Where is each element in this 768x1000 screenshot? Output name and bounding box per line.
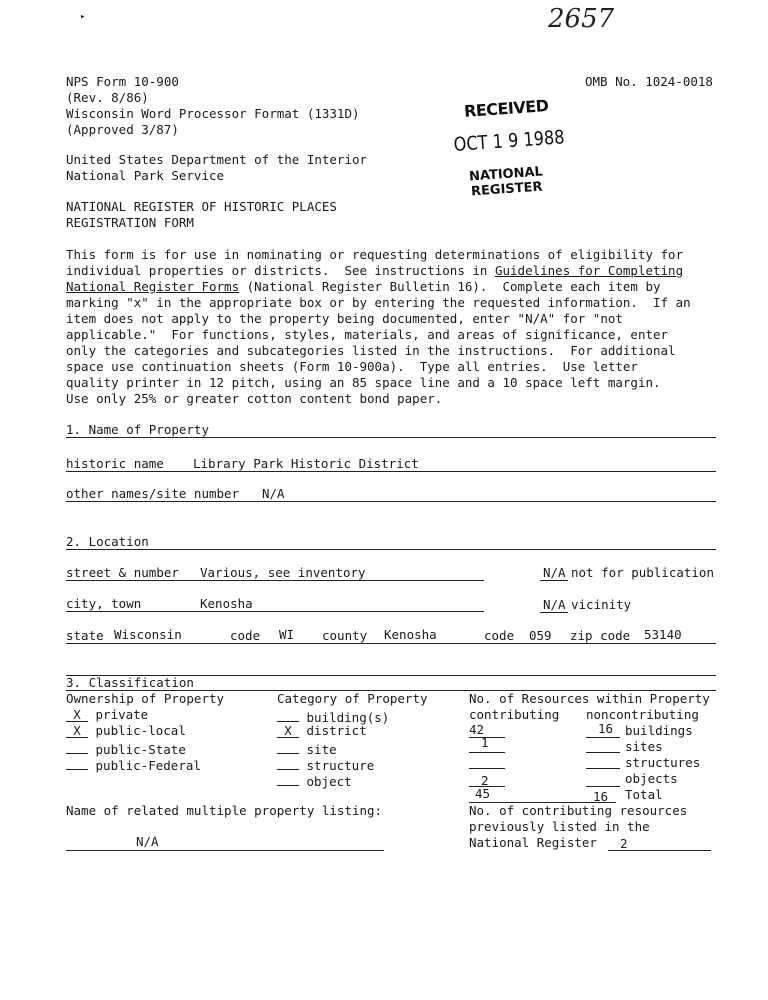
previously-listed-line1: No. of contributing resources: [469, 803, 688, 818]
resource-sites-contributing[interactable]: 1: [481, 735, 489, 750]
register-forms-text: National Register Forms: [66, 279, 240, 294]
instr-line: This form is for use in nominating or requesting determinations of eligibility for: [66, 247, 684, 262]
field-line: [66, 850, 384, 851]
street-value[interactable]: Various, see inventory: [200, 565, 366, 580]
field-line: [66, 471, 716, 472]
resource-total-contributing[interactable]: 45: [475, 786, 491, 801]
county-code-label: code: [484, 628, 515, 643]
instr-line: item does not apply to the property being documented, enter "N/A" for "not: [66, 311, 623, 326]
related-listing-value[interactable]: N/A: [136, 834, 159, 849]
form-title-1: NATIONAL REGISTER OF HISTORIC PLACES: [66, 199, 337, 214]
form-format: Wisconsin Word Processor Format (1331D): [66, 106, 360, 121]
stamp-date: OCT 1 9 1988: [453, 126, 566, 156]
checkbox-mark: [277, 707, 299, 722]
department: United States Department of the Interior: [66, 152, 368, 167]
stamp-register: REGISTER: [470, 179, 543, 200]
option-label: public-Federal: [95, 758, 201, 773]
contributing-heading: contributing: [469, 707, 560, 722]
service: National Park Service: [66, 168, 225, 183]
checkbox-mark: X: [66, 723, 88, 738]
checkbox-mark: [66, 739, 88, 754]
option-label: district: [306, 723, 367, 738]
resource-buildings-noncontributing[interactable]: 16: [598, 721, 614, 736]
option-label: public-State: [95, 742, 186, 757]
previously-listed-line3: National Register: [469, 835, 597, 850]
section2-heading: 2. Location: [66, 534, 149, 549]
field-line: [540, 612, 568, 613]
field-line: [586, 737, 620, 738]
resource-structures-label: structures: [625, 755, 701, 770]
instr-line: Use only 25% or greater cotton content bond paper.: [66, 391, 443, 406]
field-line: [540, 580, 568, 581]
zip-value[interactable]: 53140: [644, 627, 682, 642]
county-code-value[interactable]: 059: [529, 628, 552, 643]
field-line: [66, 611, 484, 612]
related-listing-label: Name of related multiple property listing:: [66, 803, 383, 818]
form-id: NPS Form 10-900: [66, 74, 179, 89]
form-title-2: REGISTRATION FORM: [66, 215, 194, 230]
other-names-label: other names/site number: [66, 486, 240, 501]
not-for-publication-mark[interactable]: N/A: [543, 565, 566, 580]
checkbox-mark: [277, 771, 299, 786]
instr-line: individual properties or districts. See instructions in: [66, 263, 495, 278]
checkbox-mark: [66, 755, 88, 770]
resource-objects-contributing[interactable]: 2: [481, 773, 489, 788]
field-line: [586, 786, 620, 787]
ownership-public-federal[interactable]: [66, 755, 201, 773]
zip-label: zip code: [570, 628, 631, 643]
instr-line: space use continuation sheets (Form 10-900a). Type all entries. Use letter: [66, 359, 638, 374]
option-label: public-local: [95, 723, 186, 738]
state-code-label: code: [230, 628, 261, 643]
historic-name-value[interactable]: Library Park Historic District: [193, 456, 419, 471]
field-line: [66, 580, 484, 581]
field-line: [469, 768, 505, 769]
field-line: [608, 850, 711, 851]
county-label: county: [322, 628, 368, 643]
form-approved: (Approved 3/87): [66, 122, 179, 137]
instr-line: applicable." For functions, styles, materials, and areas of significance, enter: [66, 327, 669, 342]
stamp-national: NATIONAL: [468, 164, 544, 185]
handwritten-number: 2657: [548, 4, 615, 34]
field-line: [586, 768, 620, 769]
historic-name-label: historic name: [66, 456, 164, 471]
state-value[interactable]: Wisconsin: [114, 627, 182, 642]
divider: [66, 437, 716, 438]
checkbox-mark: X: [277, 723, 299, 738]
not-for-publication-label: not for publication: [571, 565, 714, 580]
previously-listed-line2: previously listed in the: [469, 819, 650, 834]
checkbox-mark: [277, 755, 299, 770]
field-line: [66, 501, 716, 502]
resource-buildings-contributing[interactable]: 42: [469, 722, 485, 737]
field-line: [66, 643, 716, 644]
option-label: site: [306, 742, 337, 757]
option-label: building(s): [306, 710, 390, 725]
state-code-value[interactable]: WI: [279, 627, 295, 642]
resources-heading: No. of Resources within Property: [469, 691, 710, 706]
category-district[interactable]: [277, 723, 367, 738]
resource-total-noncontributing[interactable]: 16: [593, 789, 609, 804]
omb-number: OMB No. 1024-0018: [585, 74, 713, 89]
category-object[interactable]: [277, 771, 352, 789]
ownership-heading: Ownership of Property: [66, 691, 225, 706]
city-value[interactable]: Kenosha: [200, 596, 253, 611]
section3-heading: 3. Classification: [66, 675, 194, 690]
resource-buildings-label: buildings: [625, 723, 693, 738]
option-label: private: [95, 707, 149, 722]
ownership-public-local[interactable]: [66, 723, 186, 738]
instr-line: only the categories and subcategories listed in the instructions. For additional: [66, 343, 676, 358]
resource-total-label: Total: [625, 787, 663, 802]
resource-objects-label: objects: [625, 771, 678, 786]
form-rev: (Rev. 8/86): [66, 90, 149, 105]
ownership-private[interactable]: [66, 707, 148, 722]
guidelines-link-text: Guidelines for Completing: [494, 263, 684, 278]
stray-mark: ▸: [80, 12, 86, 22]
option-label: structure: [306, 758, 375, 773]
option-label: object: [306, 774, 352, 789]
city-label: city, town: [66, 596, 142, 611]
other-names-value[interactable]: N/A: [262, 486, 285, 501]
previously-listed-value[interactable]: 2: [620, 836, 628, 851]
street-label: street & number: [66, 565, 179, 580]
field-line: [469, 752, 505, 753]
field-line: [586, 752, 620, 753]
vicinity-mark[interactable]: N/A: [543, 597, 566, 612]
divider: [66, 549, 716, 550]
stamp-received: RECEIVED: [463, 96, 550, 121]
noncontributing-heading: noncontributing: [586, 707, 699, 722]
instructions-paragraph: [66, 247, 726, 407]
checkbox-mark: X: [66, 707, 88, 722]
instr-line: quality printer in 12 pitch, using an 85 space line and a 10 space left margin.: [66, 375, 661, 390]
county-value[interactable]: Kenosha: [384, 627, 437, 642]
resource-sites-label: sites: [625, 739, 663, 754]
checkbox-mark: [277, 739, 299, 754]
section1-heading: 1. Name of Property: [66, 422, 209, 437]
instr-line: (National Register Bulletin 16). Complete each item by: [239, 279, 661, 294]
state-label: state: [66, 628, 104, 643]
vicinity-label: vicinity: [571, 597, 632, 612]
category-heading: Category of Property: [277, 691, 428, 706]
instr-line: marking "x" in the appropriate box or by entering the requested information. If an: [66, 295, 691, 310]
